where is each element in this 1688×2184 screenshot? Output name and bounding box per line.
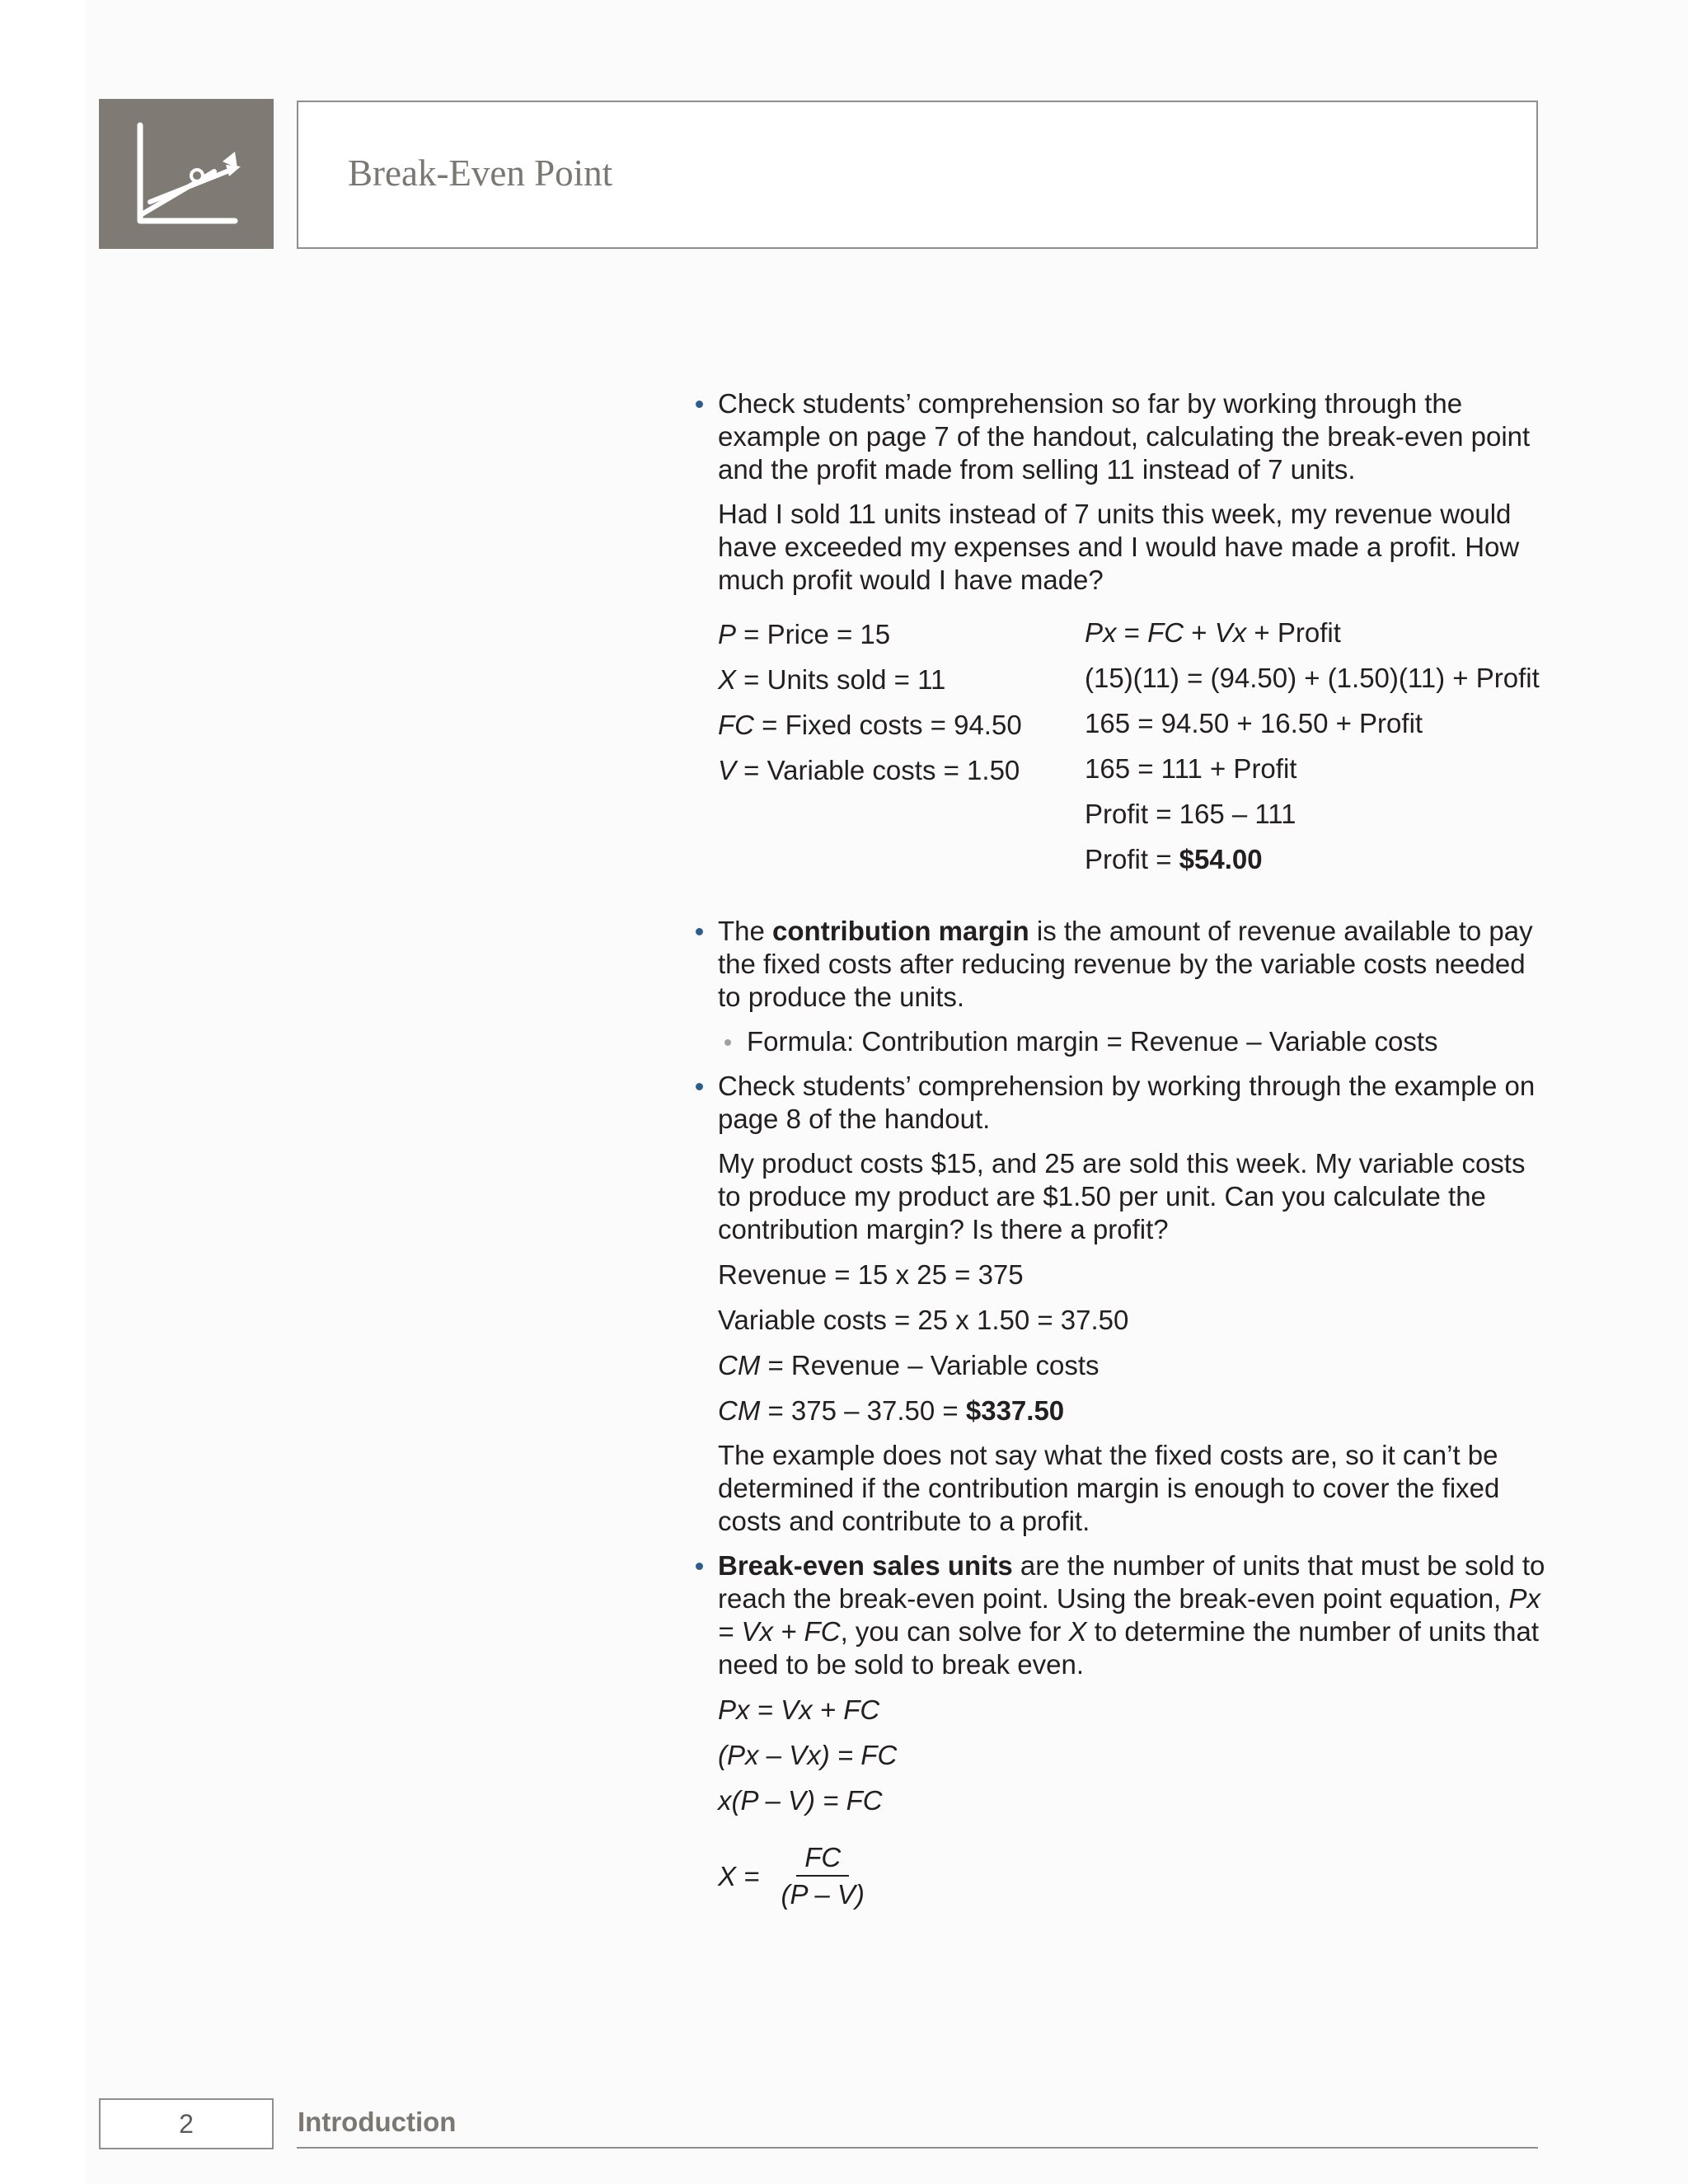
step-row: Profit = 165 – 111 [1085,799,1296,829]
list-item: The contribution margin is the amount of revenue available to pay the fixed costs after reducing revenue by the variable costs needed to produce the units. [689,915,1546,1014]
equation-line: Px = Vx + FC [718,1694,880,1725]
list-item: Check students’ comprehension so far by working through the example on page 7 of the handout, calculating the break-even point and the profit made from selling 11 instead of 7 units. [689,387,1546,486]
break-even-fraction: X = $\frac{FC}{(P - V)}$ [689,1840,1546,1913]
bullet-icon [696,401,703,408]
page-title: Break-Even Point [348,152,613,194]
example-prompt: Had I sold 11 units instead of 7 units this week, my revenue would have exceeded my expenses and I would have made a profit. How much profit would I have made? [718,499,1520,595]
given-values [718,616,1085,888]
note-paragraph: The example does not say what the fixed costs are, so it can’t be determined if the contribution margin is enough to cover the fixed costs and contribute to a profit. [718,1440,1500,1536]
example-prompt: My product costs $15, and 25 are sold this week. My variable costs to produce my product are $1.50 per unit. Can you calculate the contribution margin? Is there a profit? [718,1148,1526,1244]
step-row: Px = FC + Vx + Profit [1085,617,1341,648]
sub-list-item: Formula: Contribution margin = Revenue – Variable costs [689,1025,1546,1058]
bullet-icon [696,1563,703,1570]
break-even-chart-icon [99,99,274,249]
fraction [776,1840,869,1913]
equation-line: (Px – Vx) = FC [718,1740,898,1770]
given-row: FC = Fixed costs = 94.50 [718,710,1022,740]
equation-line: x(P – V) = FC [718,1785,883,1816]
list-item: Break-even sales units are the number of units that must be sold to reach the break-even point. Using the break-even point equation, Px = Vx + FC, you can solve for X to determine the number of units that need to be sold to break even. [689,1549,1546,1681]
main-content [689,387,1546,1913]
header-logo [99,99,274,249]
cm-result-line: CM = 375 – 37.50 = $337.50 [718,1395,1065,1426]
revenue-line: Revenue = 15 x 25 = 375 [718,1259,1024,1290]
cm-formula-line: CM = Revenue – Variable costs [718,1350,1100,1380]
footer-rule [297,2147,1538,2149]
given-row: P = Price = 15 [718,619,891,649]
numerator: FC [796,1840,849,1877]
sub-bullet-icon [724,1039,731,1046]
step-row: 165 = 94.50 + 16.50 + Profit [1085,708,1423,738]
variable-costs-line: Variable costs = 25 x 1.50 = 37.50 [718,1305,1129,1335]
denominator: (P – V) [781,1879,865,1910]
bullet-icon [696,928,703,935]
step-row: 165 = 111 + Profit [1085,753,1297,784]
profit-result: Profit = $54.00 [1085,844,1263,874]
header-title-box [297,101,1538,249]
given-row: X = Units sold = 11 [718,664,946,695]
step-row: (15)(11) = (94.50) + (1.50)(11) + Profit [1085,663,1540,693]
profit-calculation [689,616,1546,888]
given-row: V = Variable costs = 1.50 [718,755,1020,785]
list-item: Check students’ comprehension by working through the example on page 8 of the handout. [689,1070,1546,1136]
calculation-steps [1085,616,1546,888]
bullet-icon [696,1083,703,1090]
page-number: 2 [99,2098,274,2149]
section-label: Introduction [298,2107,457,2137]
